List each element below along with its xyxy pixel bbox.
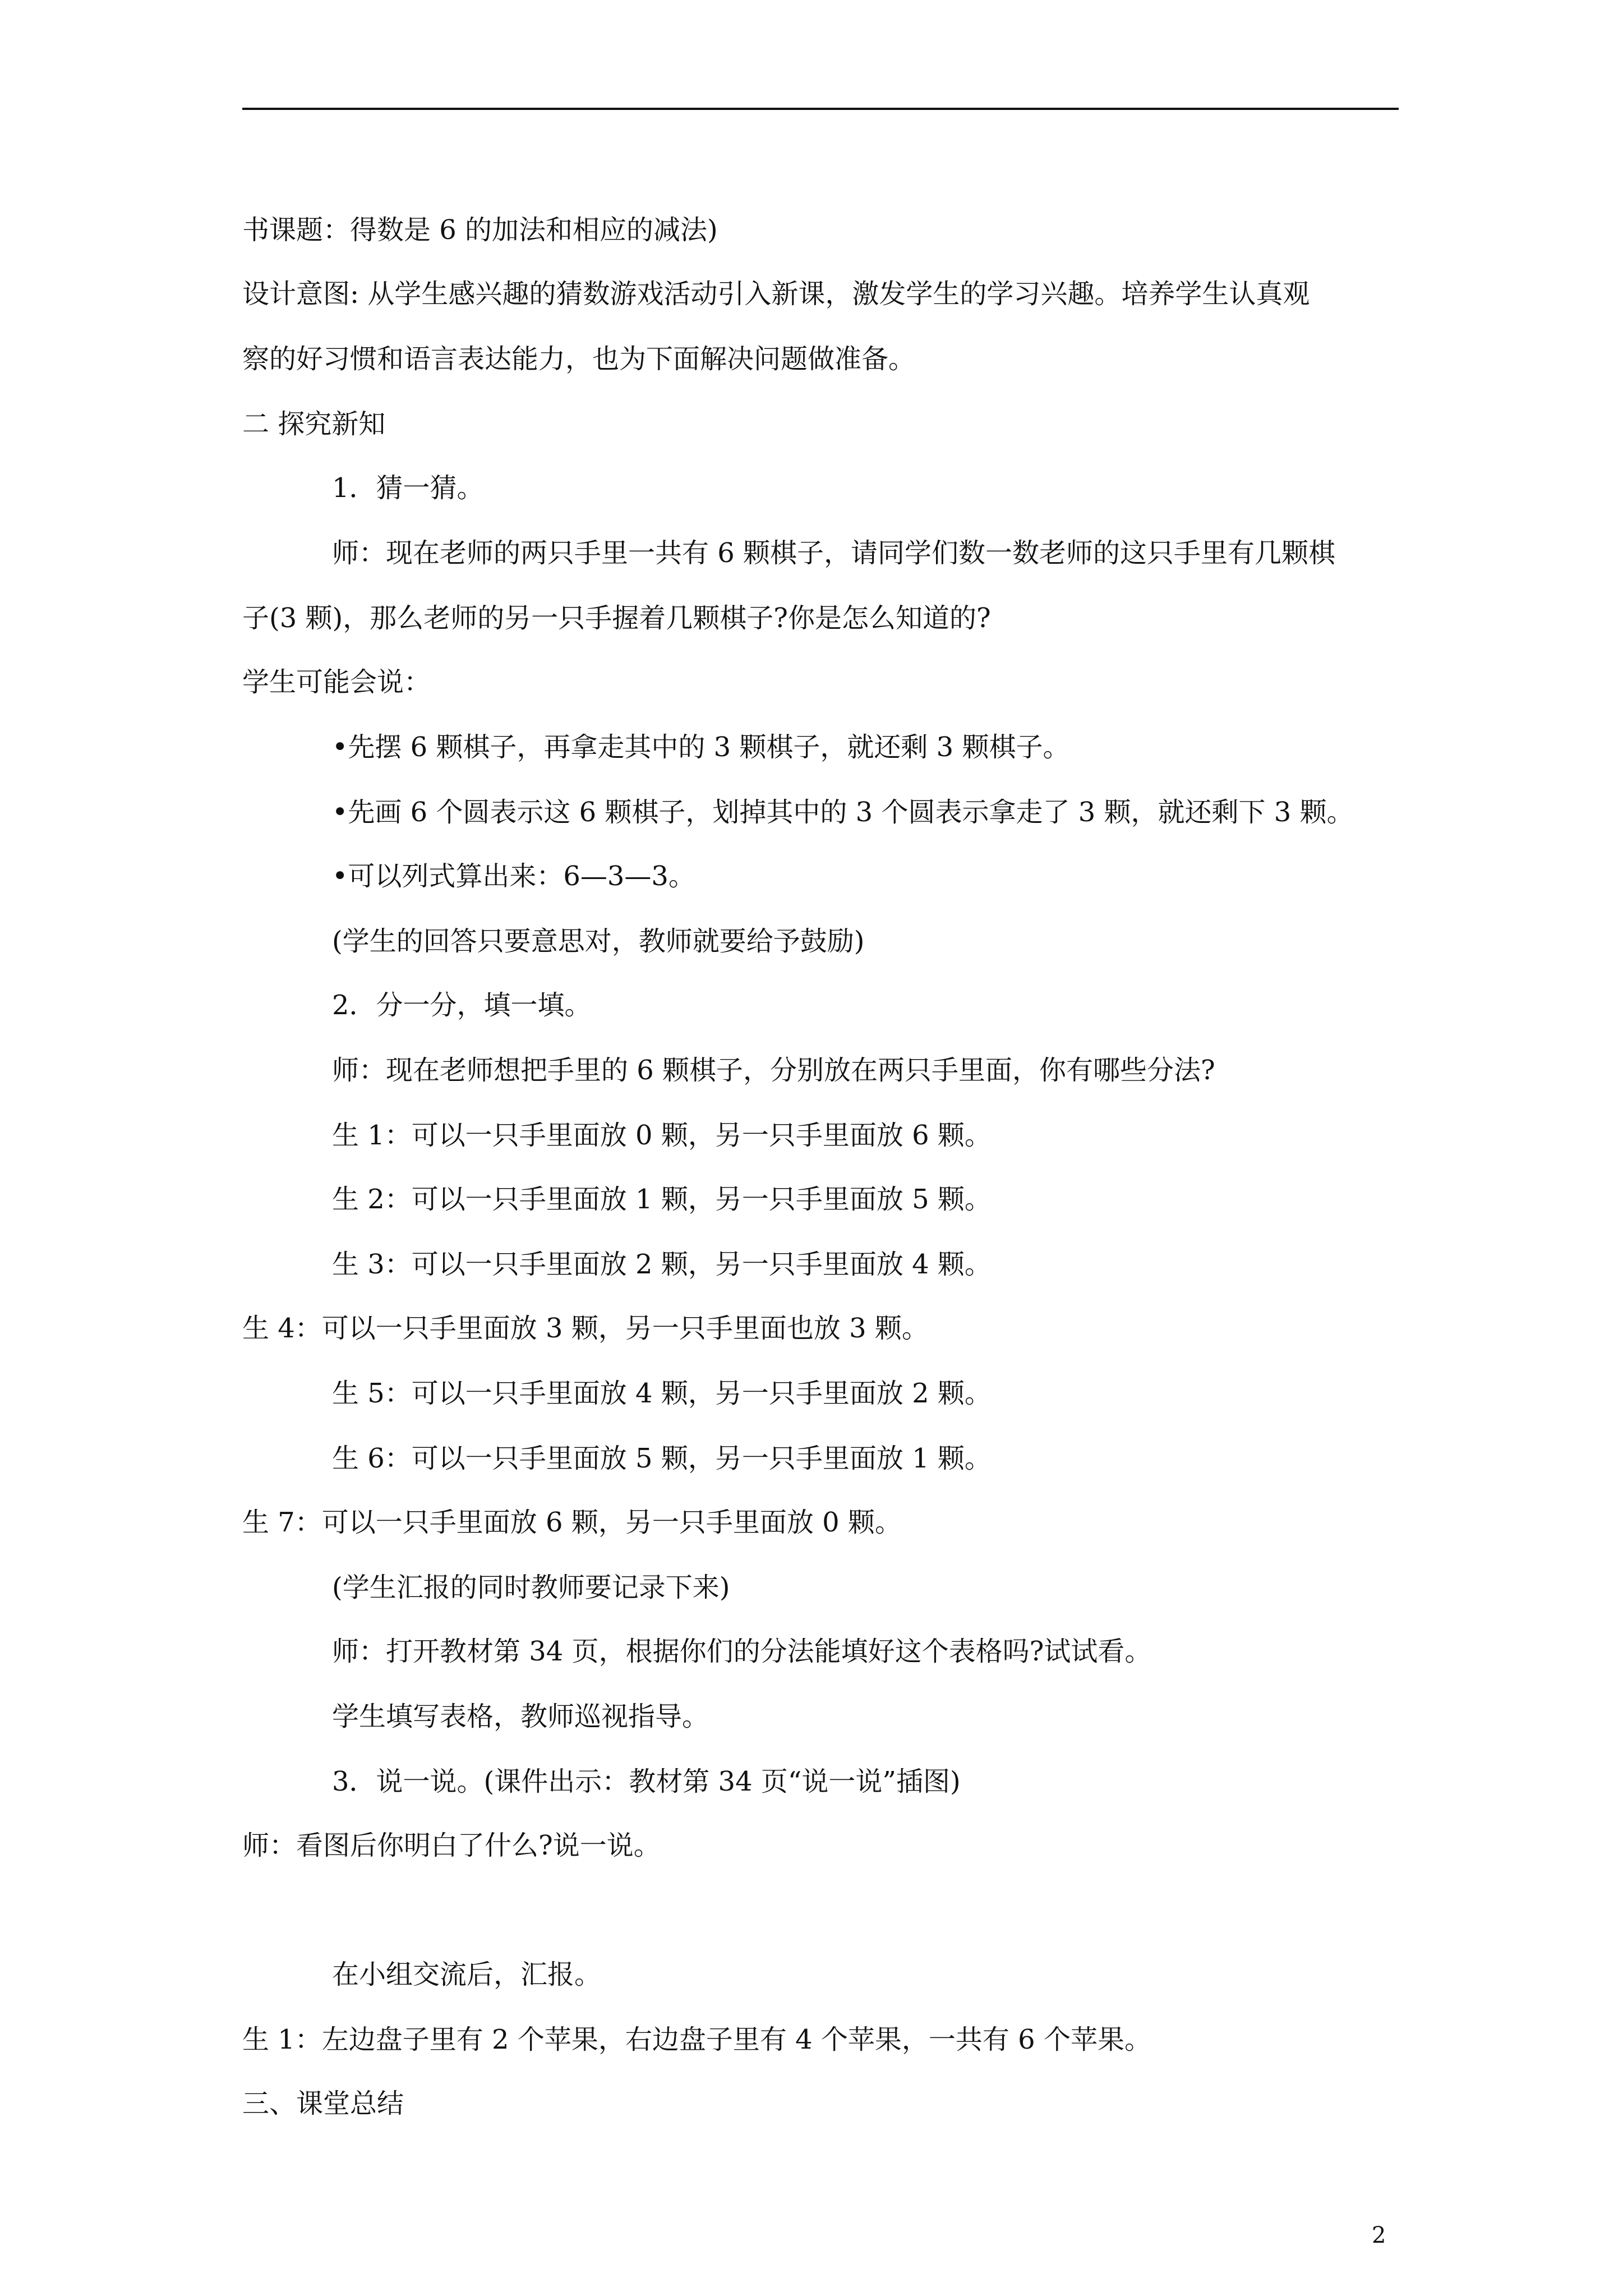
text-line: 生 1：可以一只手里面放 0 颗，另一只手里面放 6 颗。 [332,1120,992,1151]
text-line: 设计意图: 从学生感兴趣的猜数游戏活动引入新课，激发学生的学习兴趣。培养学生认真观 [242,278,1310,310]
subheading: 2．分一分，填一填。 [332,990,592,1021]
text-line: 生 5：可以一只手里面放 4 颗，另一只手里面放 2 颗。 [332,1378,992,1409]
text-line: 学生可能会说： [242,666,431,698]
bullet-item: •先画 6 个圆表示这 6 颗棋子，划掉其中的 3 个圆表示拿走了 3 颗，就还剩下 3 颗。 [332,797,1354,828]
text-line: 生 4：可以一只手里面放 3 颗，另一只手里面也放 3 颗。 [242,1313,929,1344]
text-line: 师：打开教材第 34 页，根据你们的分法能填好这个表格吗?试试看。 [332,1636,1152,1667]
bullet-item: •可以列式算出来：6—3—3。 [332,861,695,892]
header-rule [242,108,1399,110]
text-line: 师：看图后你明白了什么?说一说。 [242,1830,661,1861]
text-line: 生 6：可以一只手里面放 5 颗，另一只手里面放 1 颗。 [332,1443,992,1474]
text-line: 在小组交流后，汇报。 [332,1959,602,1990]
subheading: 1．猜一猜。 [332,472,484,504]
text-line: 师：现在老师想把手里的 6 颗棋子，分别放在两只手里面，你有哪些分法? [332,1055,1215,1086]
bullet-item: •先摆 6 颗棋子，再拿走其中的 3 颗棋子，就还剩 3 颗棋子。 [332,731,1070,763]
text-line: 生 2：可以一只手里面放 1 颗，另一只手里面放 5 颗。 [332,1184,992,1215]
text-line: 察的好习惯和语言表达能力，也为下面解决问题做准备。 [242,343,916,375]
page-number: 2 [1372,2223,1386,2248]
section-heading: 三、课堂总结 [242,2088,404,2119]
text-line: (学生汇报的同时教师要记录下来) [332,1572,730,1603]
text-line: 生 1：左边盘子里有 2 个苹果，右边盘子里有 4 个苹果，一共有 6 个苹果。 [242,2024,1151,2055]
text-line: 书课题：得数是 6 的加法和相应的减法) [242,214,718,246]
section-heading: 二 探究新知 [242,408,386,440]
text-line: 师：现在老师的两只手里一共有 6 颗棋子，请同学们数一数老师的这只手里有几颗棋 [332,537,1336,569]
text-line: 生 3：可以一只手里面放 2 颗，另一只手里面放 4 颗。 [332,1249,992,1280]
subheading: 3．说一说。(课件出示：教材第 34 页“说一说”插图) [332,1766,961,1797]
text-line: (学生的回答只要意思对，教师就要给予鼓励) [332,926,865,957]
text-line: 生 7：可以一只手里面放 6 颗，另一只手里面放 0 颗。 [242,1507,902,1538]
text-line: 子(3 颗)，那么老师的另一只手握着几颗棋子?你是怎么知道的? [242,602,991,634]
text-line: 学生填写表格，教师巡视指导。 [332,1701,709,1732]
